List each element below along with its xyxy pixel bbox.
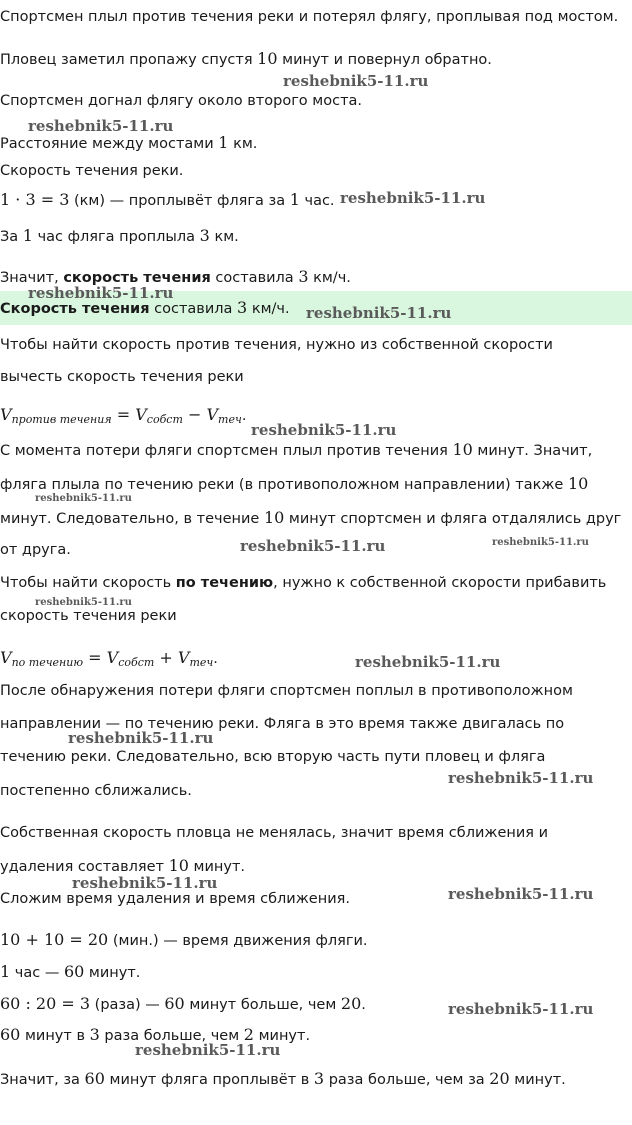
- text-line: Сложим время удаления и время сближения.: [0, 891, 350, 907]
- text-line: Скорость течения реки.: [0, 163, 184, 179]
- text-line: Значит, скорость течения составила 3 км/ч.: [0, 267, 351, 286]
- text-line: Пловец заметил пропажу спустя 10 минут и повернул обратно.: [0, 49, 492, 68]
- text-line: течению реки. Следовательно, всю вторую часть пути пловец и фляга: [0, 749, 546, 765]
- text-line: Чтобы найти скорость против течения, нужно из собственной скорости: [0, 337, 553, 353]
- text-line: удаления составляет 10 минут.: [0, 856, 246, 875]
- watermark: reshebnik5-11.ru: [28, 117, 174, 135]
- watermark: reshebnik5-11.ru: [340, 189, 486, 207]
- text-line: 10 + 10 = 20 (мин.) — время движения фляги.: [0, 930, 368, 949]
- watermark: reshebnik5-11.ru: [28, 284, 174, 302]
- watermark: reshebnik5-11.ru: [283, 72, 429, 90]
- watermark: reshebnik5-11.ru: [355, 653, 501, 671]
- watermark: reshebnik5-11.ru: [35, 597, 132, 608]
- text-line: 60 минут в 3 раза больше, чем 2 минут.: [0, 1025, 311, 1044]
- text-line: Собственная скорость пловца не менялась, значит время сближения и: [0, 825, 549, 841]
- text-line: Чтобы найти скорость по течению, нужно к собственной скорости прибавить: [0, 575, 607, 591]
- text-line: 60 : 20 = 3 (раза) — 60 минут больше, чем 20.: [0, 994, 366, 1013]
- watermark: reshebnik5-11.ru: [448, 1000, 594, 1018]
- text-line: 1 час — 60 минут.: [0, 962, 141, 981]
- text-line: минут. Следовательно, в течение 10 минут спортсмен и фляга отдалялись друг: [0, 508, 622, 527]
- text-line: Значит, за 60 минут фляга проплывёт в 3 раза больше, чем за 20 минут.: [0, 1069, 566, 1088]
- text-line: Спортсмен догнал флягу около второго моста.: [0, 93, 363, 109]
- text-line: Спортсмен плыл против течения реки и потерял флягу, проплывая под мостом.: [0, 9, 619, 25]
- watermark: reshebnik5-11.ru: [492, 537, 589, 548]
- formula-line: $V_{против течения} = V_{собст} - V_{теч}$.: [0, 405, 247, 426]
- formula-line: $V_{по течению} = V_{собст} + V_{теч}$.: [0, 648, 218, 669]
- text-line: За 1 час фляга проплыла 3 км.: [0, 226, 239, 245]
- text-line: 1 · 3 = 3 (км) — проплывёт фляга за 1 час.: [0, 190, 335, 209]
- text-line: направлении — по течению реки. Фляга в это время также двигалась по: [0, 716, 565, 732]
- watermark: reshebnik5-11.ru: [251, 421, 397, 439]
- watermark: reshebnik5-11.ru: [240, 537, 386, 555]
- watermark: reshebnik5-11.ru: [135, 1041, 281, 1059]
- watermark: reshebnik5-11.ru: [306, 304, 452, 322]
- answer-highlight: Скорость течения составила 3 км/ч.: [0, 291, 632, 325]
- watermark: reshebnik5-11.ru: [68, 729, 214, 747]
- text-line: Расстояние между мостами 1 км.: [0, 133, 258, 152]
- text-line: фляга плыла по течению реки (в противоположном направлении) также 10: [0, 474, 589, 493]
- text-line: постепенно сближались.: [0, 783, 192, 799]
- watermark: reshebnik5-11.ru: [448, 885, 594, 903]
- text-line: скорость течения реки: [0, 608, 177, 624]
- text-line: вычесть скорость течения реки: [0, 369, 244, 385]
- watermark: reshebnik5-11.ru: [35, 493, 132, 504]
- watermark: reshebnik5-11.ru: [72, 874, 218, 892]
- text-line: С момента потери фляги спортсмен плыл против течения 10 минут. Значит,: [0, 440, 593, 459]
- text-line: После обнаружения потери фляги спортсмен поплыл в противоположном: [0, 683, 573, 699]
- watermark: reshebnik5-11.ru: [448, 769, 594, 787]
- text-line: от друга.: [0, 542, 71, 558]
